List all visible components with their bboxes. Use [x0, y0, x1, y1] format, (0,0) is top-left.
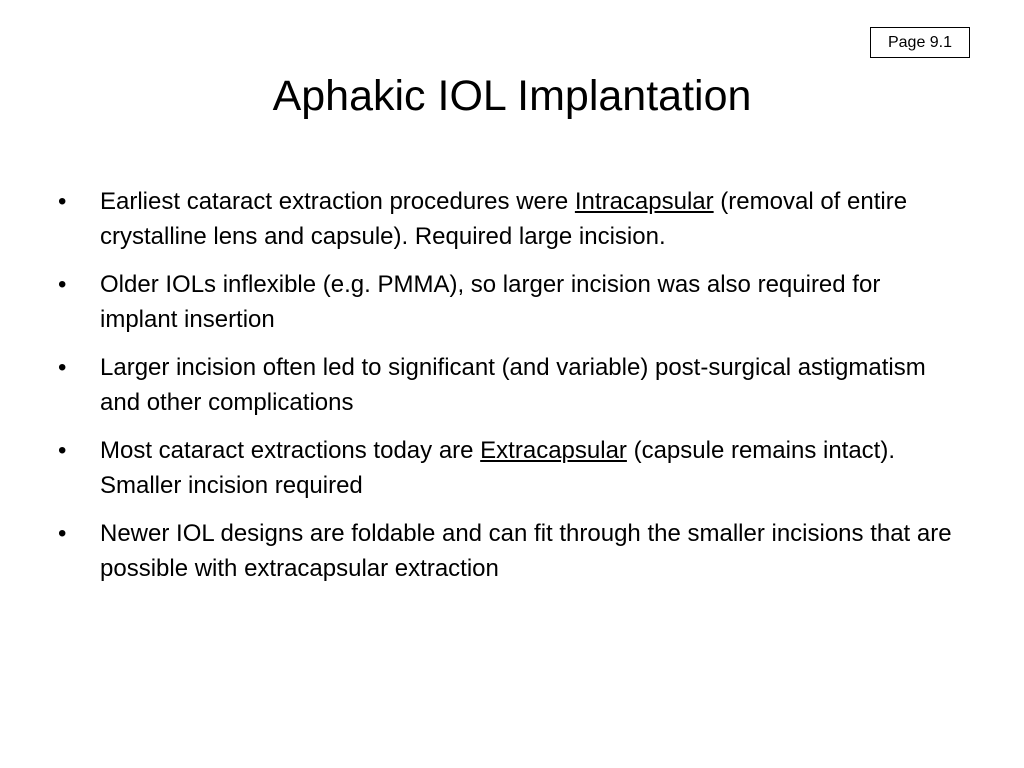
bullet-text [100, 520, 952, 582]
bullet-item-foldable-iols [58, 516, 958, 586]
underlined-term: Intracapsular [574, 188, 714, 215]
bullet-dot-icon: • [58, 354, 67, 381]
bullet-item-larger-incision [58, 350, 958, 420]
bullet-text-before: Larger incision often led to significant (and variable) post-surgical astigmatism and other complications [100, 354, 926, 416]
bullet-text-after: (capsule remains intact). Smaller incision required [100, 437, 896, 499]
bullet-text [100, 188, 907, 250]
bullet-list [58, 184, 958, 599]
page-number-badge: Page 9.1 [870, 27, 970, 58]
slide-title: Aphakic IOL Implantation [272, 72, 752, 120]
bullet-text [100, 437, 895, 499]
bullet-item-extracapsular [58, 433, 958, 503]
bullet-text-before: Most cataract extractions today are [100, 437, 481, 464]
bullet-dot-icon: • [58, 271, 67, 298]
bullet-dot-icon: • [58, 520, 67, 547]
bullet-dot-icon: • [58, 188, 67, 215]
bullet-item-intracapsular [58, 184, 958, 254]
bullet-text-after: (removal of entire crystalline lens and capsule). Required large incision. [100, 188, 908, 250]
bullet-text [100, 271, 880, 333]
bullet-text-before: Older IOLs inflexible (e.g. PMMA), so larger incision was also required for implant insertion [100, 271, 881, 333]
underlined-term: Extracapsular [480, 437, 627, 464]
bullet-text-before: Earliest cataract extraction procedures were [100, 188, 575, 215]
bullet-text [100, 354, 926, 416]
bullet-dot-icon: • [58, 437, 67, 464]
bullet-item-older-iols [58, 267, 958, 337]
bullet-text-before: Newer IOL designs are foldable and can fit through the smaller incisions that are possible with extracapsular extraction [100, 520, 952, 582]
